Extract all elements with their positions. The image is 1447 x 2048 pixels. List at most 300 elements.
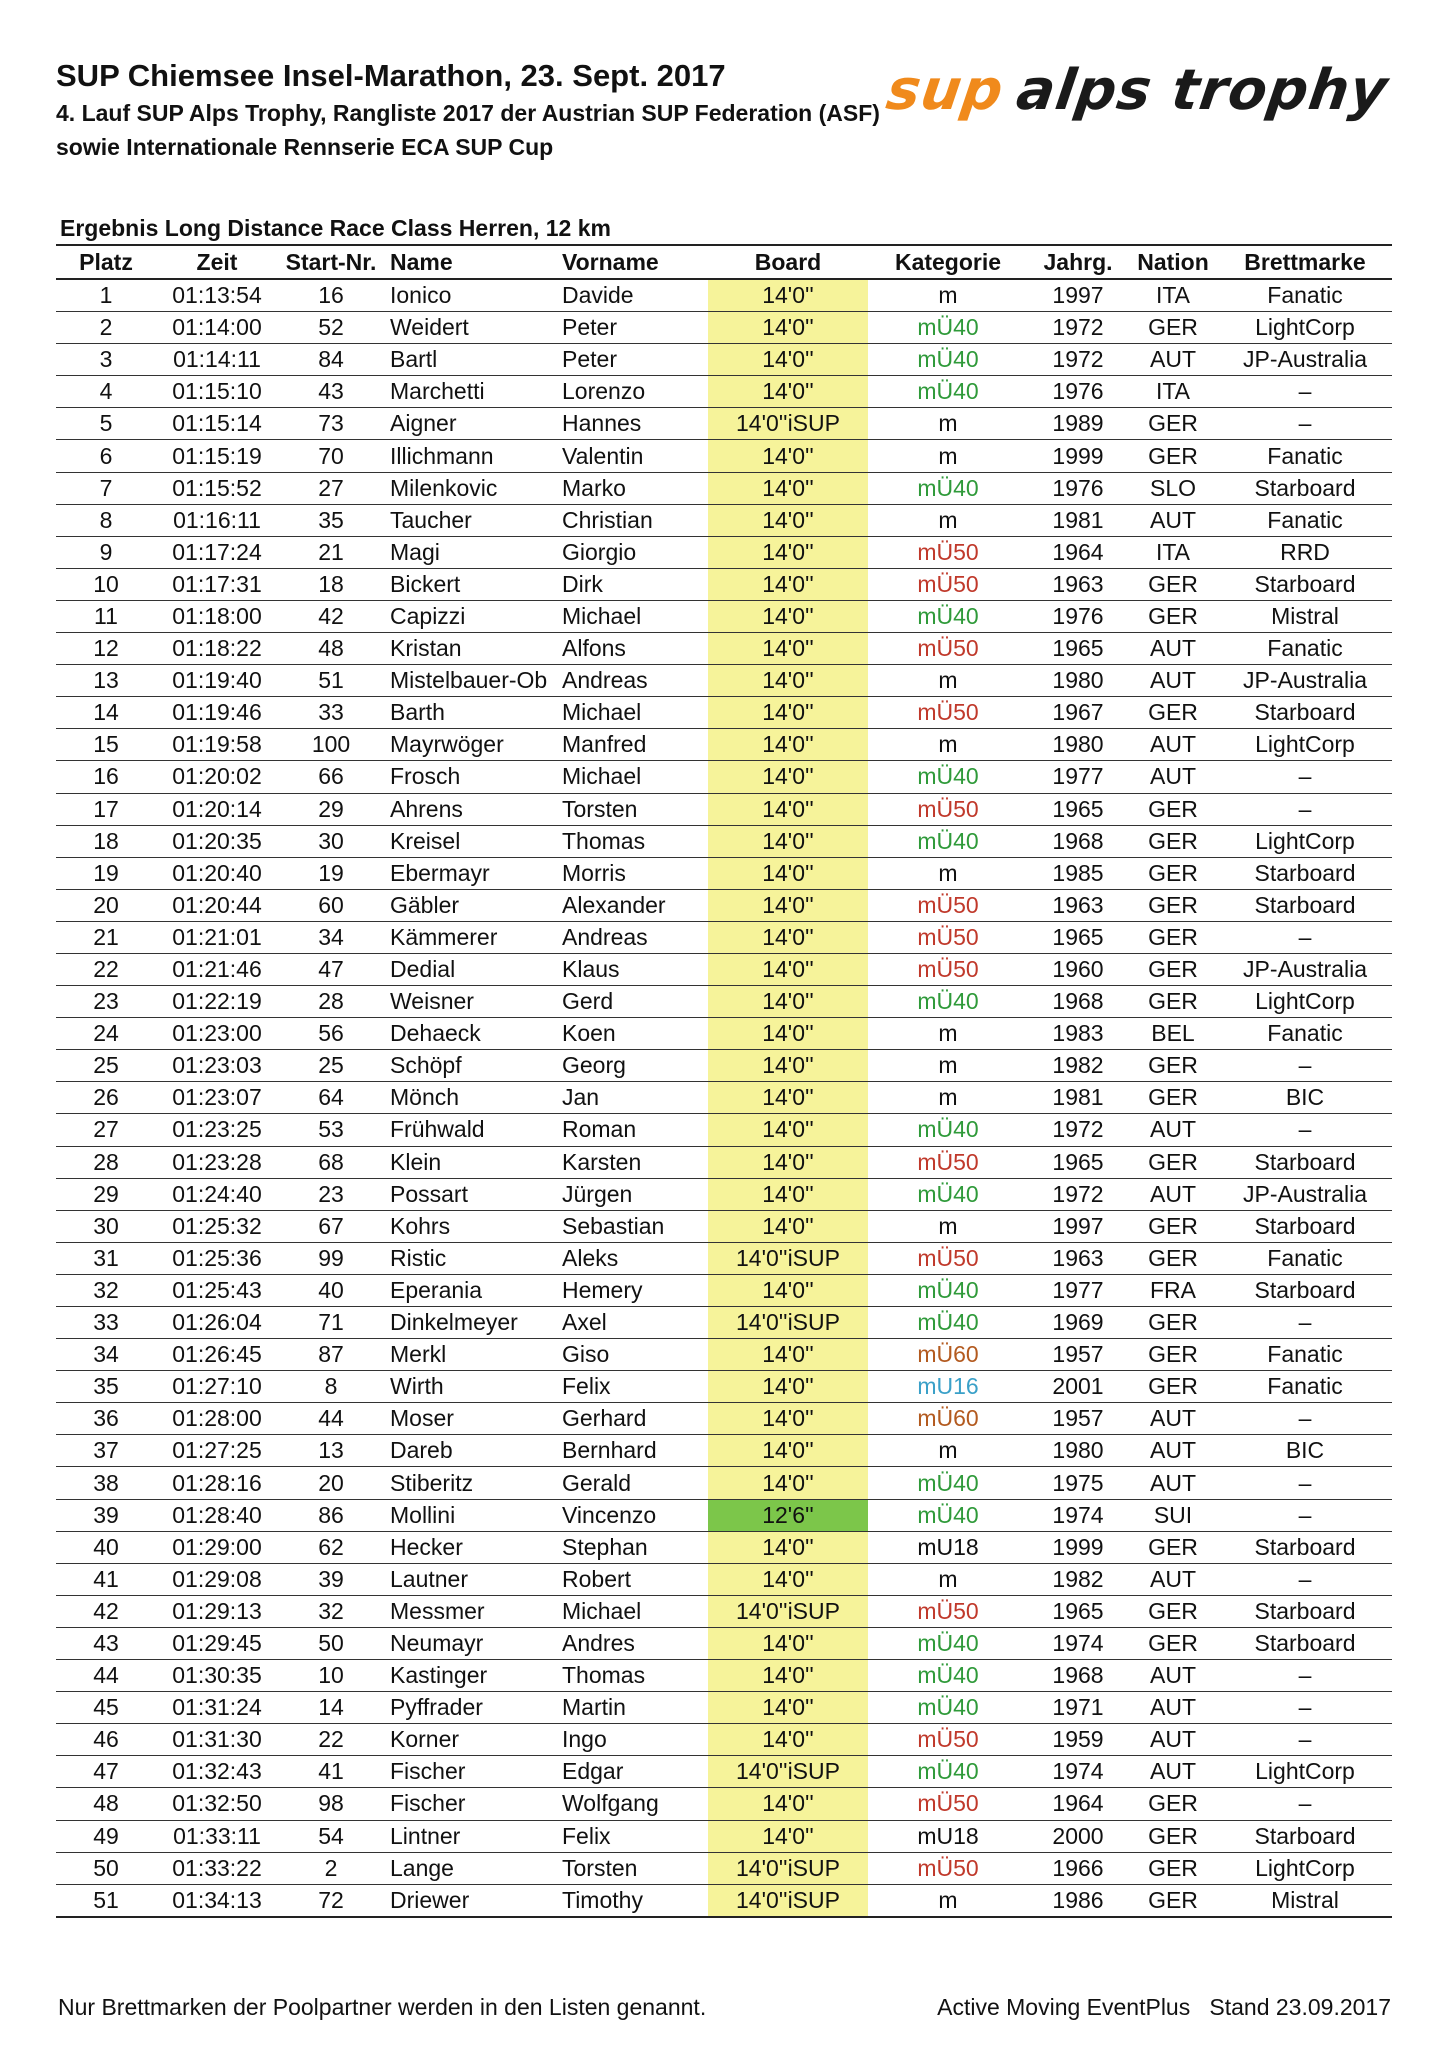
cell-platz: 31 [56, 1242, 156, 1274]
cell-jahrgang: 1968 [1028, 1660, 1128, 1692]
table-row [56, 729, 1392, 761]
cell-kategorie: mÜ50 [868, 568, 1028, 600]
cell-start-nr: 40 [278, 1274, 384, 1306]
cell-name: Marchetti [384, 376, 556, 408]
cell-nation: GER [1128, 986, 1218, 1018]
cell-nation: GER [1128, 1852, 1218, 1884]
cell-brettmarke: Starboard [1218, 568, 1392, 600]
cell-nation: GER [1128, 825, 1218, 857]
cell-platz: 18 [56, 825, 156, 857]
cell-name: Kämmerer [384, 921, 556, 953]
cell-board: 14'0'' [708, 1274, 868, 1306]
cell-jahrgang: 1960 [1028, 953, 1128, 985]
cell-name: Frühwald [384, 1114, 556, 1146]
cell-nation: AUT [1128, 761, 1218, 793]
cell-platz: 49 [56, 1820, 156, 1852]
cell-zeit: 01:23:28 [156, 1146, 278, 1178]
cell-board: 14'0'' [708, 665, 868, 697]
cell-nation: GER [1128, 1146, 1218, 1178]
cell-platz: 37 [56, 1435, 156, 1467]
cell-name: Lautner [384, 1563, 556, 1595]
cell-nation: AUT [1128, 633, 1218, 665]
table-row [56, 536, 1392, 568]
cell-brettmarke: – [1218, 761, 1392, 793]
column-header-nation: Nation [1128, 245, 1218, 279]
cell-jahrgang: 1980 [1028, 729, 1128, 761]
cell-brettmarke: Mistral [1218, 600, 1392, 632]
cell-zeit: 01:17:31 [156, 568, 278, 600]
cell-board: 12'6'' [708, 1499, 868, 1531]
cell-start-nr: 50 [278, 1627, 384, 1659]
cell-zeit: 01:17:24 [156, 536, 278, 568]
cell-board: 14'0'' [708, 1531, 868, 1563]
cell-name: Moser [384, 1403, 556, 1435]
cell-zeit: 01:13:54 [156, 279, 278, 312]
cell-platz: 10 [56, 568, 156, 600]
cell-board: 14'0'' [708, 793, 868, 825]
document-subtitle-1: 4. Lauf SUP Alps Trophy, Rangliste 2017 der Austrian SUP Federation (ASF) [56, 100, 880, 126]
cell-vorname: Jan [556, 1082, 708, 1114]
cell-kategorie: mÜ50 [868, 633, 1028, 665]
cell-board: 14'0'' [708, 1082, 868, 1114]
cell-name: Driewer [384, 1884, 556, 1917]
cell-nation: GER [1128, 312, 1218, 344]
cell-zeit: 01:31:24 [156, 1692, 278, 1724]
table-row [56, 761, 1392, 793]
cell-start-nr: 34 [278, 921, 384, 953]
cell-brettmarke: Fanatic [1218, 504, 1392, 536]
cell-kategorie: m [868, 1082, 1028, 1114]
table-row [56, 1692, 1392, 1724]
table-row [56, 279, 1392, 312]
cell-platz: 44 [56, 1660, 156, 1692]
cell-zeit: 01:26:04 [156, 1307, 278, 1339]
cell-start-nr: 25 [278, 1050, 384, 1082]
cell-kategorie: m [868, 729, 1028, 761]
cell-start-nr: 56 [278, 1018, 384, 1050]
cell-start-nr: 60 [278, 889, 384, 921]
cell-nation: ITA [1128, 376, 1218, 408]
cell-name: Weisner [384, 986, 556, 1018]
cell-brettmarke: Fanatic [1218, 1339, 1392, 1371]
cell-name: Mayrwöger [384, 729, 556, 761]
cell-jahrgang: 1976 [1028, 472, 1128, 504]
cell-nation: GER [1128, 697, 1218, 729]
cell-nation: GER [1128, 1884, 1218, 1917]
cell-name: Frosch [384, 761, 556, 793]
table-row [56, 1210, 1392, 1242]
table-row [56, 376, 1392, 408]
cell-kategorie: mÜ40 [868, 1178, 1028, 1210]
table-row [56, 1403, 1392, 1435]
cell-jahrgang: 1963 [1028, 568, 1128, 600]
table-row [56, 1082, 1392, 1114]
cell-board: 14'0'' [708, 1146, 868, 1178]
cell-zeit: 01:23:00 [156, 1018, 278, 1050]
cell-nation: GER [1128, 1082, 1218, 1114]
cell-zeit: 01:33:22 [156, 1852, 278, 1884]
cell-vorname: Gerald [556, 1467, 708, 1499]
cell-nation: GER [1128, 1531, 1218, 1563]
cell-name: Possart [384, 1178, 556, 1210]
cell-start-nr: 87 [278, 1339, 384, 1371]
cell-brettmarke: – [1218, 921, 1392, 953]
cell-vorname: Hemery [556, 1274, 708, 1306]
cell-zeit: 01:16:11 [156, 504, 278, 536]
cell-kategorie: mÜ40 [868, 1692, 1028, 1724]
cell-start-nr: 71 [278, 1307, 384, 1339]
cell-name: Klein [384, 1146, 556, 1178]
cell-kategorie: m [868, 1018, 1028, 1050]
table-row [56, 825, 1392, 857]
cell-jahrgang: 1977 [1028, 761, 1128, 793]
cell-start-nr: 10 [278, 1660, 384, 1692]
cell-kategorie: mÜ40 [868, 1627, 1028, 1659]
cell-nation: ITA [1128, 536, 1218, 568]
cell-zeit: 01:32:43 [156, 1756, 278, 1788]
cell-vorname: Marko [556, 472, 708, 504]
cell-jahrgang: 1963 [1028, 889, 1128, 921]
cell-platz: 8 [56, 504, 156, 536]
cell-start-nr: 73 [278, 408, 384, 440]
cell-kategorie: mÜ40 [868, 1660, 1028, 1692]
cell-platz: 24 [56, 1018, 156, 1050]
cell-jahrgang: 1980 [1028, 1435, 1128, 1467]
cell-brettmarke: LightCorp [1218, 986, 1392, 1018]
cell-jahrgang: 1989 [1028, 408, 1128, 440]
cell-board: 14'0'' [708, 504, 868, 536]
column-header-start-nr: Start-Nr. [278, 245, 384, 279]
cell-name: Stiberitz [384, 1467, 556, 1499]
cell-vorname: Michael [556, 761, 708, 793]
cell-start-nr: 19 [278, 857, 384, 889]
cell-platz: 3 [56, 344, 156, 376]
table-row [56, 1371, 1392, 1403]
cell-brettmarke: – [1218, 1050, 1392, 1082]
cell-zeit: 01:19:58 [156, 729, 278, 761]
cell-brettmarke: Starboard [1218, 1595, 1392, 1627]
cell-kategorie: mÜ40 [868, 761, 1028, 793]
cell-kategorie: mÜ40 [868, 376, 1028, 408]
cell-brettmarke: LightCorp [1218, 729, 1392, 761]
cell-platz: 7 [56, 472, 156, 504]
cell-nation: AUT [1128, 1403, 1218, 1435]
cell-zeit: 01:15:14 [156, 408, 278, 440]
cell-zeit: 01:28:40 [156, 1499, 278, 1531]
table-row [56, 1050, 1392, 1082]
cell-board: 14'0''iSUP [708, 1756, 868, 1788]
column-header-name: Name [384, 245, 556, 279]
cell-kategorie: mÜ50 [868, 536, 1028, 568]
table-row [56, 504, 1392, 536]
cell-nation: GER [1128, 1242, 1218, 1274]
cell-brettmarke: – [1218, 1499, 1392, 1531]
cell-name: Wirth [384, 1371, 556, 1403]
cell-jahrgang: 1957 [1028, 1403, 1128, 1435]
column-header-platz: Platz [56, 245, 156, 279]
cell-board: 14'0''iSUP [708, 1307, 868, 1339]
cell-zeit: 01:26:45 [156, 1339, 278, 1371]
cell-board: 14'0''iSUP [708, 1242, 868, 1274]
cell-brettmarke: Fanatic [1218, 279, 1392, 312]
cell-name: Neumayr [384, 1627, 556, 1659]
cell-kategorie: m [868, 504, 1028, 536]
cell-zeit: 01:20:40 [156, 857, 278, 889]
cell-platz: 27 [56, 1114, 156, 1146]
cell-vorname: Andreas [556, 665, 708, 697]
cell-jahrgang: 1997 [1028, 1210, 1128, 1242]
cell-nation: AUT [1128, 1724, 1218, 1756]
cell-brettmarke: Fanatic [1218, 633, 1392, 665]
cell-jahrgang: 1965 [1028, 1595, 1128, 1627]
cell-board: 14'0''iSUP [708, 408, 868, 440]
cell-brettmarke: – [1218, 1692, 1392, 1724]
cell-nation: GER [1128, 857, 1218, 889]
cell-board: 14'0'' [708, 953, 868, 985]
cell-vorname: Karsten [556, 1146, 708, 1178]
cell-name: Fischer [384, 1756, 556, 1788]
cell-kategorie: mÜ40 [868, 1756, 1028, 1788]
cell-jahrgang: 1981 [1028, 1082, 1128, 1114]
cell-zeit: 01:23:25 [156, 1114, 278, 1146]
cell-board: 14'0'' [708, 857, 868, 889]
cell-zeit: 01:14:00 [156, 312, 278, 344]
cell-nation: GER [1128, 1627, 1218, 1659]
cell-nation: AUT [1128, 1660, 1218, 1692]
cell-platz: 15 [56, 729, 156, 761]
cell-board: 14'0'' [708, 1114, 868, 1146]
cell-nation: GER [1128, 1339, 1218, 1371]
cell-brettmarke: JP-Australia [1218, 1178, 1392, 1210]
cell-board: 14'0''iSUP [708, 1852, 868, 1884]
column-header-vorname: Vorname [556, 245, 708, 279]
cell-brettmarke: Starboard [1218, 1531, 1392, 1563]
cell-platz: 25 [56, 1050, 156, 1082]
table-row [56, 344, 1392, 376]
cell-brettmarke: – [1218, 408, 1392, 440]
cell-kategorie: mÜ50 [868, 1242, 1028, 1274]
cell-jahrgang: 2001 [1028, 1371, 1128, 1403]
cell-platz: 23 [56, 986, 156, 1018]
cell-nation: AUT [1128, 1435, 1218, 1467]
cell-board: 14'0'' [708, 1210, 868, 1242]
cell-kategorie: mÜ40 [868, 600, 1028, 632]
cell-jahrgang: 1964 [1028, 536, 1128, 568]
cell-zeit: 01:19:46 [156, 697, 278, 729]
cell-jahrgang: 1965 [1028, 921, 1128, 953]
cell-nation: GER [1128, 793, 1218, 825]
cell-nation: GER [1128, 568, 1218, 600]
cell-vorname: Valentin [556, 440, 708, 472]
cell-nation: GER [1128, 1210, 1218, 1242]
cell-name: Kristan [384, 633, 556, 665]
cell-zeit: 01:15:10 [156, 376, 278, 408]
table-row [56, 1339, 1392, 1371]
cell-name: Lintner [384, 1820, 556, 1852]
cell-nation: GER [1128, 889, 1218, 921]
cell-zeit: 01:18:22 [156, 633, 278, 665]
cell-brettmarke: Starboard [1218, 472, 1392, 504]
cell-start-nr: 33 [278, 697, 384, 729]
cell-jahrgang: 1977 [1028, 1274, 1128, 1306]
cell-jahrgang: 2000 [1028, 1820, 1128, 1852]
cell-platz: 43 [56, 1627, 156, 1659]
cell-start-nr: 84 [278, 344, 384, 376]
cell-brettmarke: Fanatic [1218, 1242, 1392, 1274]
cell-vorname: Felix [556, 1371, 708, 1403]
cell-zeit: 01:21:01 [156, 921, 278, 953]
cell-start-nr: 67 [278, 1210, 384, 1242]
cell-start-nr: 66 [278, 761, 384, 793]
cell-jahrgang: 1983 [1028, 1018, 1128, 1050]
cell-board: 14'0'' [708, 376, 868, 408]
cell-vorname: Martin [556, 1692, 708, 1724]
cell-brettmarke: LightCorp [1218, 825, 1392, 857]
cell-jahrgang: 1997 [1028, 279, 1128, 312]
cell-start-nr: 98 [278, 1788, 384, 1820]
cell-platz: 5 [56, 408, 156, 440]
cell-kategorie: mÜ50 [868, 1146, 1028, 1178]
cell-platz: 9 [56, 536, 156, 568]
cell-name: Ionico [384, 279, 556, 312]
cell-brettmarke: BIC [1218, 1435, 1392, 1467]
cell-kategorie: m [868, 440, 1028, 472]
cell-start-nr: 54 [278, 1820, 384, 1852]
cell-board: 14'0''iSUP [708, 1884, 868, 1917]
table-row [56, 1563, 1392, 1595]
cell-name: Milenkovic [384, 472, 556, 504]
table-row [56, 1820, 1392, 1852]
cell-kategorie: mÜ60 [868, 1403, 1028, 1435]
table-row [56, 1595, 1392, 1627]
cell-brettmarke: JP-Australia [1218, 344, 1392, 376]
sup-alps-trophy-logo [883, 56, 1393, 126]
table-row [56, 1242, 1392, 1274]
cell-nation: AUT [1128, 1467, 1218, 1499]
table-row [56, 633, 1392, 665]
table-row [56, 1467, 1392, 1499]
cell-zeit: 01:29:13 [156, 1595, 278, 1627]
cell-vorname: Torsten [556, 793, 708, 825]
cell-name: Messmer [384, 1595, 556, 1627]
table-row [56, 1788, 1392, 1820]
cell-jahrgang: 1986 [1028, 1884, 1128, 1917]
cell-nation: GER [1128, 408, 1218, 440]
cell-jahrgang: 1968 [1028, 825, 1128, 857]
table-row [56, 1724, 1392, 1756]
cell-name: Dehaeck [384, 1018, 556, 1050]
cell-jahrgang: 1974 [1028, 1627, 1128, 1659]
cell-vorname: Thomas [556, 1660, 708, 1692]
cell-jahrgang: 1976 [1028, 376, 1128, 408]
cell-board: 14'0'' [708, 1692, 868, 1724]
cell-vorname: Thomas [556, 825, 708, 857]
cell-zeit: 01:28:00 [156, 1403, 278, 1435]
cell-kategorie: m [868, 1563, 1028, 1595]
cell-name: Illichmann [384, 440, 556, 472]
cell-board: 14'0'' [708, 440, 868, 472]
cell-name: Dedial [384, 953, 556, 985]
cell-kategorie: mÜ60 [868, 1339, 1028, 1371]
cell-nation: GER [1128, 1307, 1218, 1339]
table-row [56, 953, 1392, 985]
cell-nation: ITA [1128, 279, 1218, 312]
cell-kategorie: mÜ50 [868, 1852, 1028, 1884]
logo-sup-text: sup [882, 58, 1009, 123]
cell-vorname: Michael [556, 697, 708, 729]
cell-jahrgang: 1966 [1028, 1852, 1128, 1884]
cell-nation: GER [1128, 1371, 1218, 1403]
cell-name: Hecker [384, 1531, 556, 1563]
cell-brettmarke: RRD [1218, 536, 1392, 568]
cell-brettmarke: – [1218, 376, 1392, 408]
cell-zeit: 01:21:46 [156, 953, 278, 985]
cell-kategorie: mÜ40 [868, 344, 1028, 376]
cell-vorname: Hannes [556, 408, 708, 440]
cell-board: 14'0'' [708, 1018, 868, 1050]
table-row [56, 889, 1392, 921]
cell-jahrgang: 1985 [1028, 857, 1128, 889]
cell-kategorie: mÜ40 [868, 1467, 1028, 1499]
cell-board: 14'0'' [708, 1563, 868, 1595]
cell-vorname: Christian [556, 504, 708, 536]
cell-zeit: 01:22:19 [156, 986, 278, 1018]
table-row [56, 1660, 1392, 1692]
cell-board: 14'0'' [708, 825, 868, 857]
cell-name: Dinkelmeyer [384, 1307, 556, 1339]
cell-jahrgang: 1969 [1028, 1307, 1128, 1339]
cell-brettmarke: – [1218, 1467, 1392, 1499]
cell-start-nr: 52 [278, 312, 384, 344]
cell-start-nr: 53 [278, 1114, 384, 1146]
cell-name: Ahrens [384, 793, 556, 825]
cell-brettmarke: – [1218, 1563, 1392, 1595]
cell-platz: 38 [56, 1467, 156, 1499]
cell-jahrgang: 1972 [1028, 344, 1128, 376]
table-row [56, 1307, 1392, 1339]
cell-kategorie: mÜ50 [868, 953, 1028, 985]
cell-kategorie: mÜ40 [868, 312, 1028, 344]
cell-platz: 36 [56, 1403, 156, 1435]
cell-jahrgang: 1974 [1028, 1756, 1128, 1788]
cell-nation: GER [1128, 953, 1218, 985]
cell-nation: GER [1128, 600, 1218, 632]
cell-board: 14'0'' [708, 1339, 868, 1371]
table-row [56, 1884, 1392, 1917]
cell-board: 14'0'' [708, 536, 868, 568]
table-row [56, 568, 1392, 600]
cell-brettmarke: Starboard [1218, 889, 1392, 921]
table-row [56, 1627, 1392, 1659]
cell-zeit: 01:29:45 [156, 1627, 278, 1659]
cell-zeit: 01:20:44 [156, 889, 278, 921]
document-title: SUP Chiemsee Insel-Marathon, 23. Sept. 2017 [56, 58, 726, 93]
table-row [56, 1114, 1392, 1146]
cell-zeit: 01:19:40 [156, 665, 278, 697]
cell-vorname: Edgar [556, 1756, 708, 1788]
table-row [56, 1178, 1392, 1210]
cell-brettmarke: BIC [1218, 1082, 1392, 1114]
cell-jahrgang: 1967 [1028, 697, 1128, 729]
cell-name: Ebermayr [384, 857, 556, 889]
cell-platz: 13 [56, 665, 156, 697]
cell-platz: 33 [56, 1307, 156, 1339]
cell-platz: 6 [56, 440, 156, 472]
cell-platz: 34 [56, 1339, 156, 1371]
cell-board: 14'0'' [708, 1178, 868, 1210]
cell-name: Mistelbauer-Ob [384, 665, 556, 697]
cell-zeit: 01:25:43 [156, 1274, 278, 1306]
